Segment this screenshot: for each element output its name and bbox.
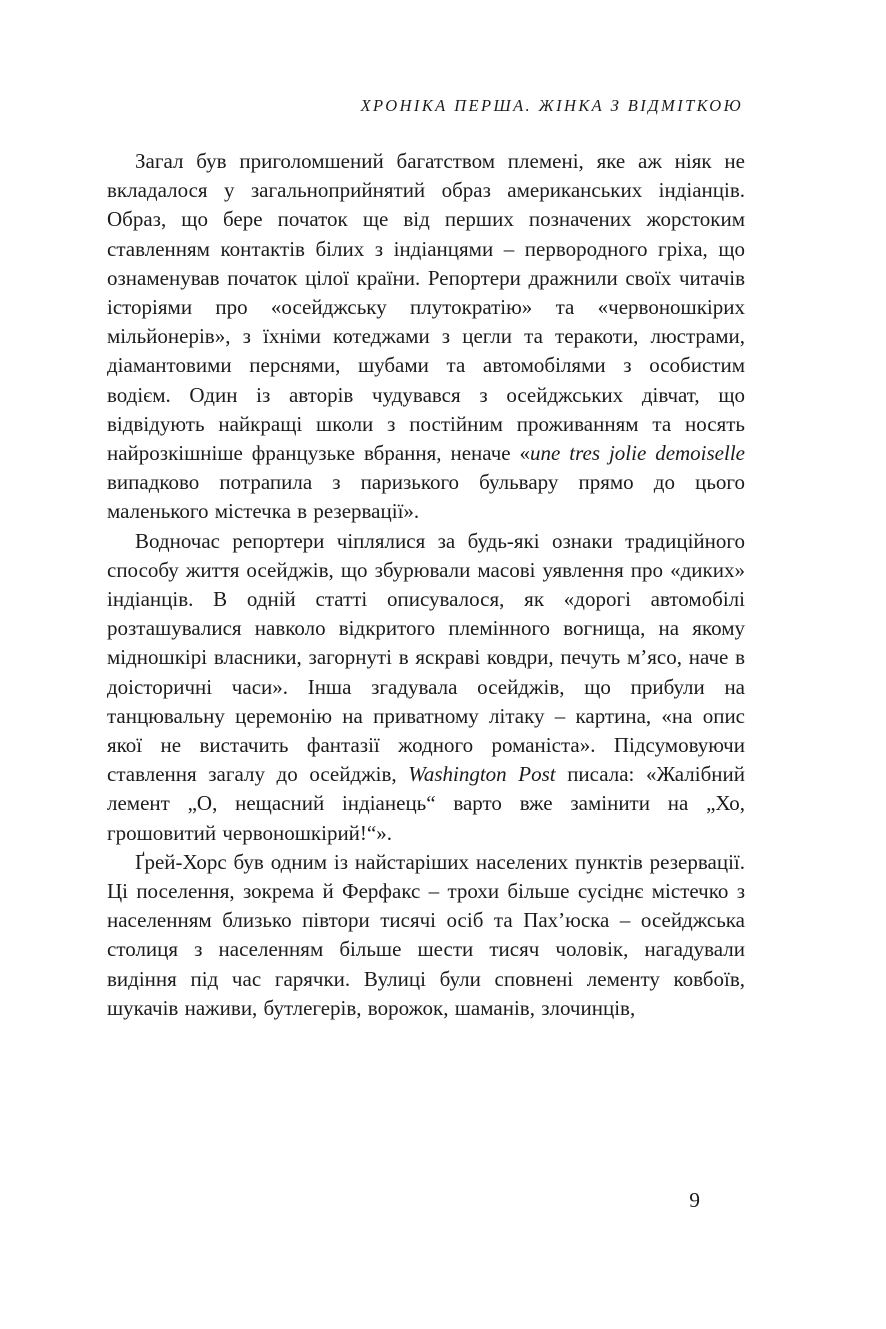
paragraph xyxy=(107,147,745,527)
running-header: ХРОНІКА ПЕРША. ЖІНКА З ВІДМІТКОЮ xyxy=(360,96,743,115)
text-run: писала: «Жалібний лемент „О, нещасний індіанець“ варто вже замінити на „Хо, грошовитий червоношкірий!“». xyxy=(107,762,745,845)
text-run: Ґрей-Хорс був одним із найстаріших населених пунктів резервації. Ці поселення, зокрема й Ферфакс – трохи більше сусіднє містечко з населенням близько півтори тисячі осіб та Пах’юска – осейджська столиця з населенням більше шести тисяч чоловік, нагадували видіння під час гарячки. Вулиці були сповнені лементу ковбоїв, шукачів наживи, бутлегерів, ворожок, шаманів, злочинців, xyxy=(107,849,745,1020)
paragraph xyxy=(107,527,745,848)
text-run: випадково потрапила з паризького бульвару прямо до цього маленького містечка в резервації». xyxy=(107,470,745,524)
page-number: 9 xyxy=(689,1188,700,1212)
body-text xyxy=(107,147,745,1023)
text-run: Загал був приголомшений багатством племені, яке аж ніяк не вкладалося у загальноприйнятий образ американських індіанців. Образ, що бере початок ще від перших позначених жорстоким ставленням контактів білих з індіанцями – первородного гріха, що ознаменував початок цілої країни. Репортери дражнили своїх читачів історіями про «осейджську плутократію» та «червоношкірих мільйонерів», з їхніми котеджами з цегли та теракоти, люстрами, діамантовими перснями, шубами та автомобілями з особистим водієм. Один із авторів чудувався з осейджських дівчат, що відвідують найкращі школи з постійним проживанням та носять найрозкішніше французьке вбрання, неначе « xyxy=(107,149,745,466)
text-run: Водночас репортери чіплялися за будь-які ознаки традиційного способу життя осейджів, що збурювали масові уявлення про «диких» індіанців. В одній статті описувалося, як «дорогі автомобілі розташувалися навколо відкритого племінного вогнища, на якому мідношкірі власники, загорнуті в яскраві ковдри, печуть м’ясо, наче в доісторичні часи». Інша згадувала осейджів, що прибули на танцювальну церемонію на приватному літаку – картина, «на опис якої не вистачить фантазії жодного романіста». Підсумовуючи ставлення загалу до осейджів, xyxy=(107,528,745,787)
italic-text-run: une tres jolie demoiselle xyxy=(530,441,745,466)
paragraph xyxy=(107,848,745,1023)
italic-text-run: Washington Post xyxy=(408,762,556,787)
